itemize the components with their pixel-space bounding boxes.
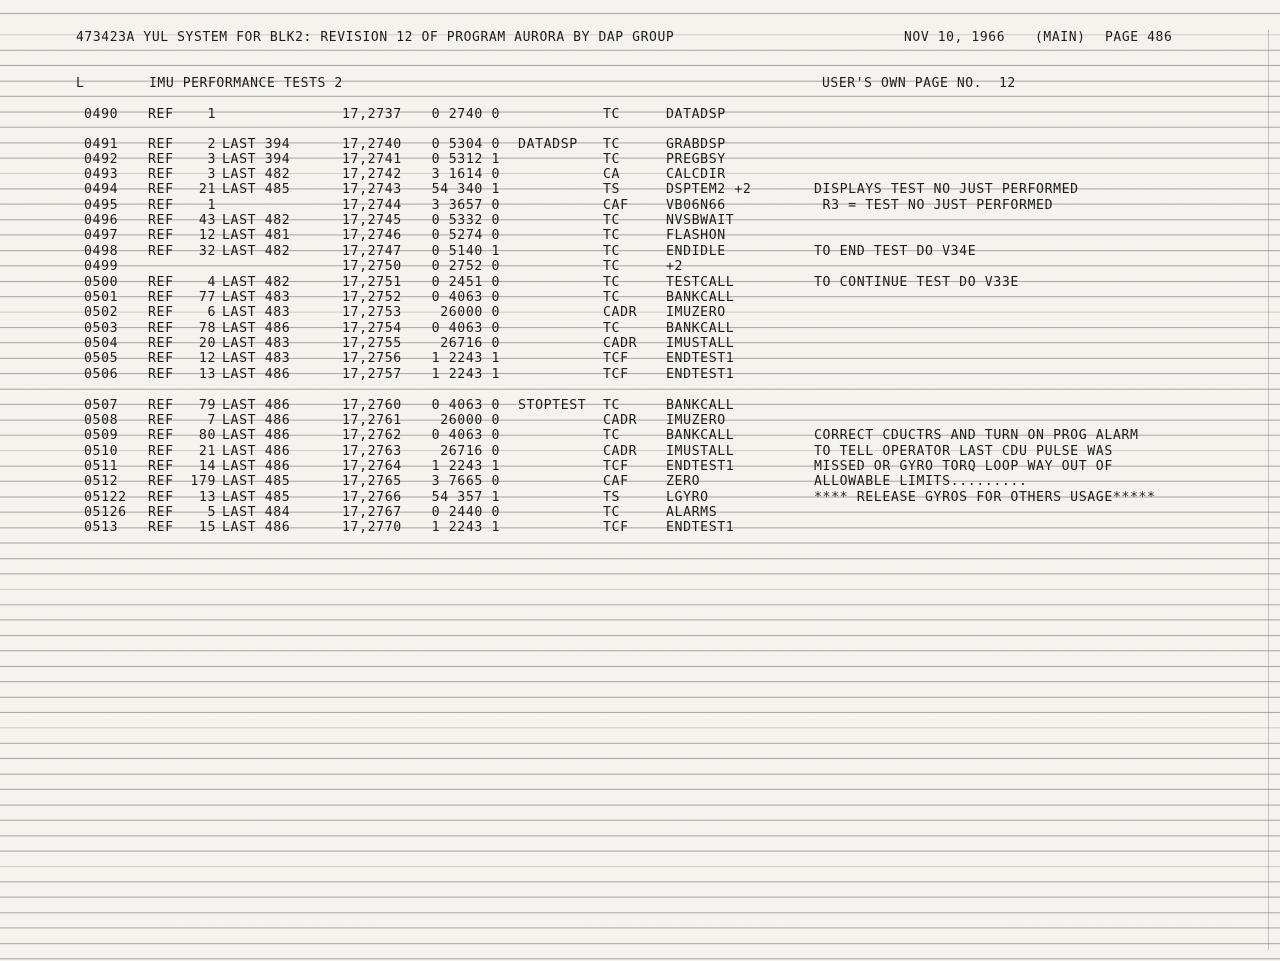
row-ref-count: 21: [198, 444, 216, 459]
row-octal-word: 54 357 1: [431, 490, 500, 505]
row-operand: ENDIDLE: [666, 244, 726, 259]
row-opcode: TC: [603, 213, 621, 228]
row-ref-count: 12: [198, 351, 216, 366]
row-line-number: 0506: [84, 367, 119, 382]
row-ref-keyword: REF: [148, 167, 174, 182]
row-opcode: CADR: [603, 305, 638, 320]
row-operand: DATADSP: [666, 107, 726, 122]
row-address: 17,2745: [342, 213, 402, 228]
row-address: 17,2753: [342, 305, 402, 320]
row-operand: IMUZERO: [666, 305, 726, 320]
row-address: 17,2750: [342, 259, 402, 274]
row-opcode: TCF: [603, 367, 629, 382]
row-operand: +2: [666, 259, 684, 274]
row-address: 17,2766: [342, 490, 402, 505]
row-octal-word: 1 2243 1: [431, 367, 500, 382]
row-last-ref: LAST 486: [222, 413, 291, 428]
row-ref-count: 12: [198, 228, 216, 243]
row-line-number: 0497: [84, 228, 119, 243]
row-address: 17,2763: [342, 444, 402, 459]
section-title: IMU PERFORMANCE TESTS 2: [149, 76, 343, 91]
row-last-ref: LAST 483: [222, 336, 291, 351]
row-ref-count: 6: [207, 305, 216, 320]
row-last-ref: LAST 484: [222, 505, 291, 520]
row-address: 17,2755: [342, 336, 402, 351]
row-line-number: 05126: [84, 505, 127, 520]
subheader-l: L: [76, 76, 85, 91]
row-ref-count: 13: [198, 490, 216, 505]
row-octal-word: 0 4063 0: [431, 398, 500, 413]
row-operand: ALARMS: [666, 505, 718, 520]
row-comment: CORRECT CDUCTRS AND TURN ON PROG ALARM: [814, 428, 1139, 443]
row-comment: R3 = TEST NO JUST PERFORMED: [814, 198, 1054, 213]
row-last-ref: LAST 482: [222, 244, 291, 259]
row-ref-keyword: REF: [148, 505, 174, 520]
row-last-ref: LAST 485: [222, 474, 291, 489]
row-ref-keyword: REF: [148, 351, 174, 366]
row-operand: BANKCALL: [666, 398, 735, 413]
row-ref-keyword: REF: [148, 459, 174, 474]
row-ref-keyword: REF: [148, 290, 174, 305]
row-line-number: 0511: [84, 459, 119, 474]
row-last-ref: LAST 485: [222, 490, 291, 505]
row-line-number: 0490: [84, 107, 119, 122]
row-ref-keyword: REF: [148, 213, 174, 228]
row-octal-word: 26000 0: [440, 305, 500, 320]
row-last-ref: LAST 486: [222, 367, 291, 382]
row-operand: ENDTEST1: [666, 520, 735, 535]
row-address: 17,2747: [342, 244, 402, 259]
row-address: 17,2744: [342, 198, 402, 213]
row-opcode: CADR: [603, 413, 638, 428]
row-ref-count: 2: [207, 137, 216, 152]
row-line-number: 0500: [84, 275, 119, 290]
row-ref-count: 21: [198, 182, 216, 197]
row-opcode: TC: [603, 137, 621, 152]
row-opcode: TC: [603, 259, 621, 274]
row-octal-word: 0 4063 0: [431, 321, 500, 336]
row-ref-keyword: REF: [148, 228, 174, 243]
row-ref-keyword: REF: [148, 198, 174, 213]
row-line-number: 0513: [84, 520, 119, 535]
row-last-ref: LAST 394: [222, 152, 291, 167]
header-main: (MAIN): [1035, 30, 1086, 45]
row-octal-word: 1 2243 1: [431, 459, 500, 474]
row-address: 17,2762: [342, 428, 402, 443]
header-date: NOV 10, 1966: [904, 30, 1006, 45]
row-operand: BANKCALL: [666, 290, 735, 305]
row-opcode: TC: [603, 290, 621, 305]
row-address: 17,2741: [342, 152, 402, 167]
page-margin-line: [1268, 30, 1269, 950]
row-line-number: 0512: [84, 474, 119, 489]
row-octal-word: 26716 0: [440, 444, 500, 459]
row-last-ref: LAST 482: [222, 167, 291, 182]
row-ref-count: 3: [207, 152, 216, 167]
row-address: 17,2752: [342, 290, 402, 305]
row-ref-count: 79: [198, 398, 216, 413]
row-opcode: TCF: [603, 351, 629, 366]
row-octal-word: 0 4063 0: [431, 290, 500, 305]
row-address: 17,2743: [342, 182, 402, 197]
row-address: 17,2767: [342, 505, 402, 520]
row-last-ref: LAST 482: [222, 213, 291, 228]
row-ref-count: 20: [198, 336, 216, 351]
row-opcode: TC: [603, 228, 621, 243]
row-opcode: CAF: [603, 198, 629, 213]
row-line-number: 0495: [84, 198, 119, 213]
row-ref-count: 1: [207, 198, 216, 213]
row-ref-keyword: REF: [148, 305, 174, 320]
row-opcode: TC: [603, 321, 621, 336]
row-last-ref: LAST 486: [222, 321, 291, 336]
row-opcode: CA: [603, 167, 621, 182]
row-address: 17,2756: [342, 351, 402, 366]
row-octal-word: 3 7665 0: [431, 474, 500, 489]
row-operand: IMUSTALL: [666, 444, 735, 459]
row-opcode: CADR: [603, 336, 638, 351]
row-ref-count: 78: [198, 321, 216, 336]
row-ref-count: 179: [190, 474, 216, 489]
row-operand: DSPTEM2 +2: [666, 182, 752, 197]
row-ref-count: 1: [207, 107, 216, 122]
row-line-number: 05122: [84, 490, 127, 505]
row-octal-word: 3 3657 0: [431, 198, 500, 213]
row-address: 17,2746: [342, 228, 402, 243]
row-operand: FLASHON: [666, 228, 726, 243]
row-line-number: 0493: [84, 167, 119, 182]
row-last-ref: LAST 485: [222, 182, 291, 197]
row-opcode: CADR: [603, 444, 638, 459]
row-operand: PREGBSY: [666, 152, 726, 167]
row-operand: BANKCALL: [666, 428, 735, 443]
row-last-ref: LAST 481: [222, 228, 291, 243]
row-ref-keyword: REF: [148, 275, 174, 290]
row-operand: BANKCALL: [666, 321, 735, 336]
row-opcode: TC: [603, 275, 621, 290]
row-line-number: 0508: [84, 413, 119, 428]
row-address: 17,2760: [342, 398, 402, 413]
row-ref-keyword: REF: [148, 107, 174, 122]
row-operand: VB06N66: [666, 198, 726, 213]
row-opcode: TS: [603, 182, 621, 197]
row-octal-word: 0 5304 0: [431, 137, 500, 152]
row-ref-keyword: REF: [148, 520, 174, 535]
row-comment: **** RELEASE GYROS FOR OTHERS USAGE*****: [814, 490, 1156, 505]
row-operand: ENDTEST1: [666, 459, 735, 474]
row-line-number: 0498: [84, 244, 119, 259]
row-operand: ENDTEST1: [666, 351, 735, 366]
row-line-number: 0492: [84, 152, 119, 167]
row-last-ref: LAST 486: [222, 459, 291, 474]
row-ref-count: 13: [198, 367, 216, 382]
row-last-ref: LAST 486: [222, 398, 291, 413]
row-last-ref: LAST 483: [222, 290, 291, 305]
row-address: 17,2751: [342, 275, 402, 290]
row-ref-keyword: REF: [148, 321, 174, 336]
row-address: 17,2742: [342, 167, 402, 182]
row-line-number: 0505: [84, 351, 119, 366]
row-comment: MISSED OR GYRO TORQ LOOP WAY OUT OF: [814, 459, 1113, 474]
row-octal-word: 26716 0: [440, 336, 500, 351]
row-ref-count: 77: [198, 290, 216, 305]
row-last-ref: LAST 486: [222, 428, 291, 443]
row-address: 17,2757: [342, 367, 402, 382]
row-comment: TO TELL OPERATOR LAST CDU PULSE WAS: [814, 444, 1113, 459]
row-opcode: TS: [603, 490, 621, 505]
row-octal-word: 26000 0: [440, 413, 500, 428]
row-opcode: TC: [603, 152, 621, 167]
row-ref-count: 5: [207, 505, 216, 520]
row-address: 17,2754: [342, 321, 402, 336]
row-octal-word: 1 2243 1: [431, 520, 500, 535]
row-comment: DISPLAYS TEST NO JUST PERFORMED: [814, 182, 1079, 197]
row-ref-keyword: REF: [148, 428, 174, 443]
row-ref-count: 32: [198, 244, 216, 259]
row-operand: GRABDSP: [666, 137, 726, 152]
row-octal-word: 0 2752 0: [431, 259, 500, 274]
row-octal-word: 0 2451 0: [431, 275, 500, 290]
row-ref-count: 80: [198, 428, 216, 443]
row-octal-word: 0 5274 0: [431, 228, 500, 243]
row-line-number: 0502: [84, 305, 119, 320]
row-last-ref: LAST 486: [222, 444, 291, 459]
row-ref-keyword: REF: [148, 244, 174, 259]
row-opcode: TC: [603, 244, 621, 259]
row-operand: IMUSTALL: [666, 336, 735, 351]
row-operand: ENDTEST1: [666, 367, 735, 382]
row-ref-keyword: REF: [148, 137, 174, 152]
row-octal-word: 0 5332 0: [431, 213, 500, 228]
row-operand: IMUZERO: [666, 413, 726, 428]
row-line-number: 0494: [84, 182, 119, 197]
row-comment: ALLOWABLE LIMITS.........: [814, 474, 1028, 489]
row-address: 17,2764: [342, 459, 402, 474]
row-ref-keyword: REF: [148, 490, 174, 505]
row-octal-word: 54 340 1: [431, 182, 500, 197]
row-ref-keyword: REF: [148, 336, 174, 351]
row-ref-count: 14: [198, 459, 216, 474]
row-line-number: 0496: [84, 213, 119, 228]
row-last-ref: LAST 486: [222, 520, 291, 535]
row-line-number: 0507: [84, 398, 119, 413]
row-comment: TO CONTINUE TEST DO V33E: [814, 275, 1019, 290]
header-page: PAGE 486: [1105, 30, 1173, 45]
row-statement-label: STOPTEST: [518, 398, 587, 413]
row-line-number: 0499: [84, 259, 119, 274]
row-octal-word: 0 5312 1: [431, 152, 500, 167]
row-octal-word: 0 2740 0: [431, 107, 500, 122]
row-opcode: TC: [603, 428, 621, 443]
row-octal-word: 0 4063 0: [431, 428, 500, 443]
row-last-ref: LAST 394: [222, 137, 291, 152]
row-octal-word: 3 1614 0: [431, 167, 500, 182]
row-ref-keyword: REF: [148, 474, 174, 489]
row-octal-word: 0 5140 1: [431, 244, 500, 259]
row-statement-label: DATADSP: [518, 137, 578, 152]
row-last-ref: LAST 483: [222, 351, 291, 366]
row-ref-keyword: REF: [148, 367, 174, 382]
row-address: 17,2761: [342, 413, 402, 428]
row-operand: CALCDIR: [666, 167, 726, 182]
row-octal-word: 1 2243 1: [431, 351, 500, 366]
row-last-ref: LAST 483: [222, 305, 291, 320]
row-ref-keyword: REF: [148, 413, 174, 428]
row-opcode: TC: [603, 107, 621, 122]
row-ref-count: 4: [207, 275, 216, 290]
row-opcode: TCF: [603, 520, 629, 535]
row-ref-count: 15: [198, 520, 216, 535]
row-opcode: TCF: [603, 459, 629, 474]
row-ref-count: 3: [207, 167, 216, 182]
row-operand: LGYRO: [666, 490, 709, 505]
row-ref-count: 43: [198, 213, 216, 228]
row-ref-keyword: REF: [148, 398, 174, 413]
row-address: 17,2737: [342, 107, 402, 122]
row-octal-word: 0 2440 0: [431, 505, 500, 520]
row-opcode: TC: [603, 398, 621, 413]
row-operand: TESTCALL: [666, 275, 735, 290]
users-own-page: USER'S OWN PAGE NO. 12: [822, 76, 1016, 91]
row-line-number: 0491: [84, 137, 119, 152]
row-ref-keyword: REF: [148, 444, 174, 459]
row-ref-keyword: REF: [148, 182, 174, 197]
row-ref-keyword: REF: [148, 152, 174, 167]
row-line-number: 0509: [84, 428, 119, 443]
row-opcode: TC: [603, 505, 621, 520]
row-line-number: 0503: [84, 321, 119, 336]
row-address: 17,2740: [342, 137, 402, 152]
row-address: 17,2770: [342, 520, 402, 535]
row-comment: TO END TEST DO V34E: [814, 244, 977, 259]
row-address: 17,2765: [342, 474, 402, 489]
row-line-number: 0510: [84, 444, 119, 459]
header-title: 473423A YUL SYSTEM FOR BLK2: REVISION 12 OF PROGRAM AURORA BY DAP GROUP: [76, 30, 675, 45]
row-line-number: 0504: [84, 336, 119, 351]
row-ref-count: 7: [207, 413, 216, 428]
row-last-ref: LAST 482: [222, 275, 291, 290]
row-operand: NVSBWAIT: [666, 213, 735, 228]
row-line-number: 0501: [84, 290, 119, 305]
row-opcode: CAF: [603, 474, 629, 489]
row-operand: ZERO: [666, 474, 701, 489]
